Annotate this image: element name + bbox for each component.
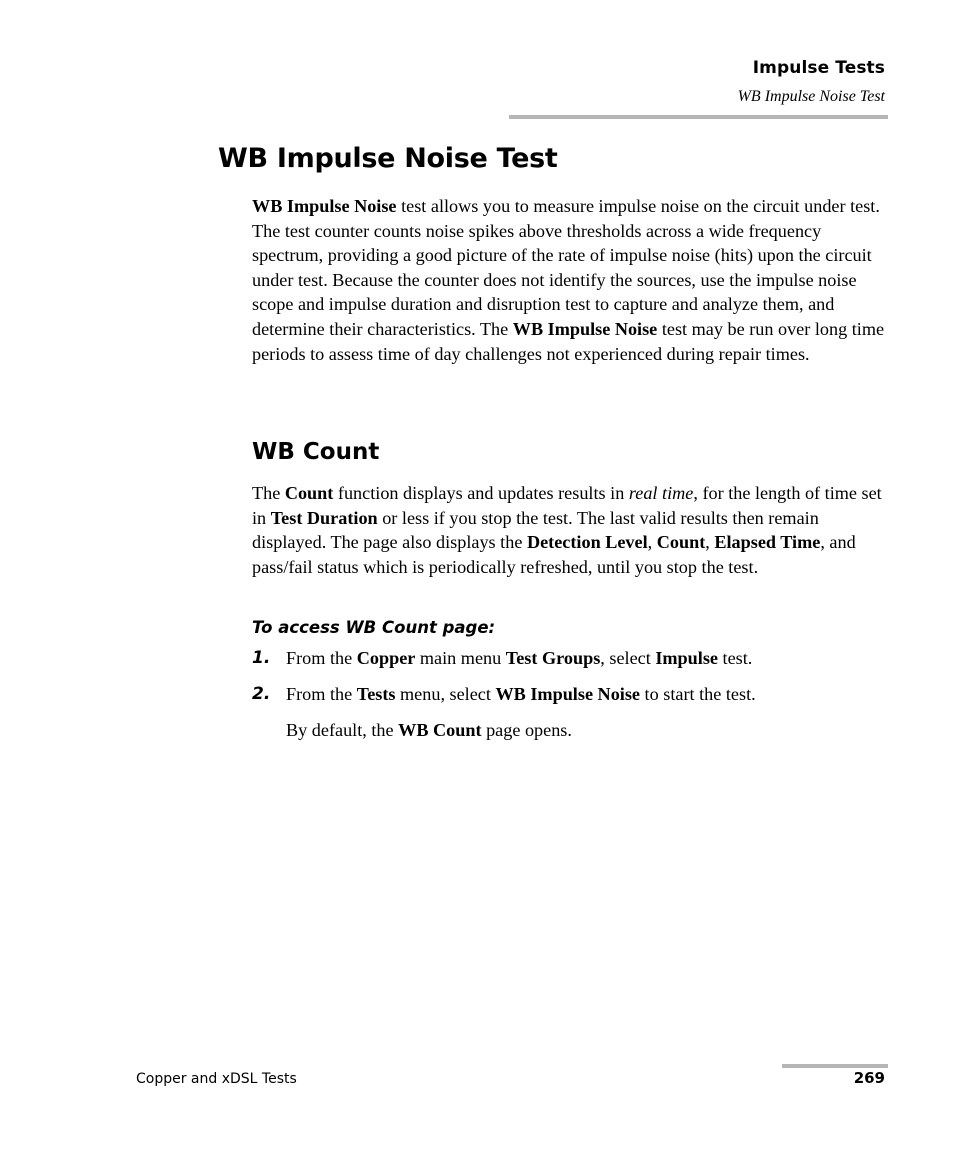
step-number-1: 1. <box>252 648 271 668</box>
section-heading-wb-count: WB Count <box>252 439 380 465</box>
intro-bold-term-2: WB Impulse Noise <box>512 318 658 339</box>
header-rule <box>509 115 888 119</box>
count-paragraph: The Count function displays and updates results in real time, for the length of time set in Test Duration or less if you stop the test. The last valid results then remain displayed. The page also displays the Detection Level, Count, Elapsed Time, and pass/fail status which is periodically refreshed, until you stop the test. <box>252 483 882 577</box>
step-number-2: 2. <box>252 684 271 704</box>
running-header-section: WB Impulse Noise Test <box>737 88 885 105</box>
intro-paragraph: WB Impulse Noise test allows you to measure impulse noise on the circuit under test. The test counter counts noise spikes above thresholds across a wide frequency spectrum, providing a good picture of the rate of impulse noise (hits) upon the circuit under test. Because the counter does not identify the sources, use the impulse noise scope and impulse duration and disruption test to capture and analyze them, and determine their characteristics. The WB Impulse Noise test may be run over long time periods to assess time of day challenges not experienced during repair times. <box>252 196 885 364</box>
footer-rule <box>782 1064 888 1068</box>
procedure-title: To access WB Count page: <box>252 618 496 637</box>
page-title: WB Impulse Noise Test <box>218 143 558 174</box>
step-1-text: From the Copper main menu Test Groups, select Impulse test. <box>286 648 753 668</box>
running-header-chapter: Impulse Tests <box>752 58 885 78</box>
step-2-result: By default, the WB Count page opens. <box>286 720 572 740</box>
footer-title: Copper and xDSL Tests <box>136 1071 297 1087</box>
page-number: 269 <box>853 1069 885 1087</box>
step-2-text: From the Tests menu, select WB Impulse Noise to start the test. <box>286 684 756 704</box>
intro-bold-term: WB Impulse Noise <box>252 196 397 216</box>
